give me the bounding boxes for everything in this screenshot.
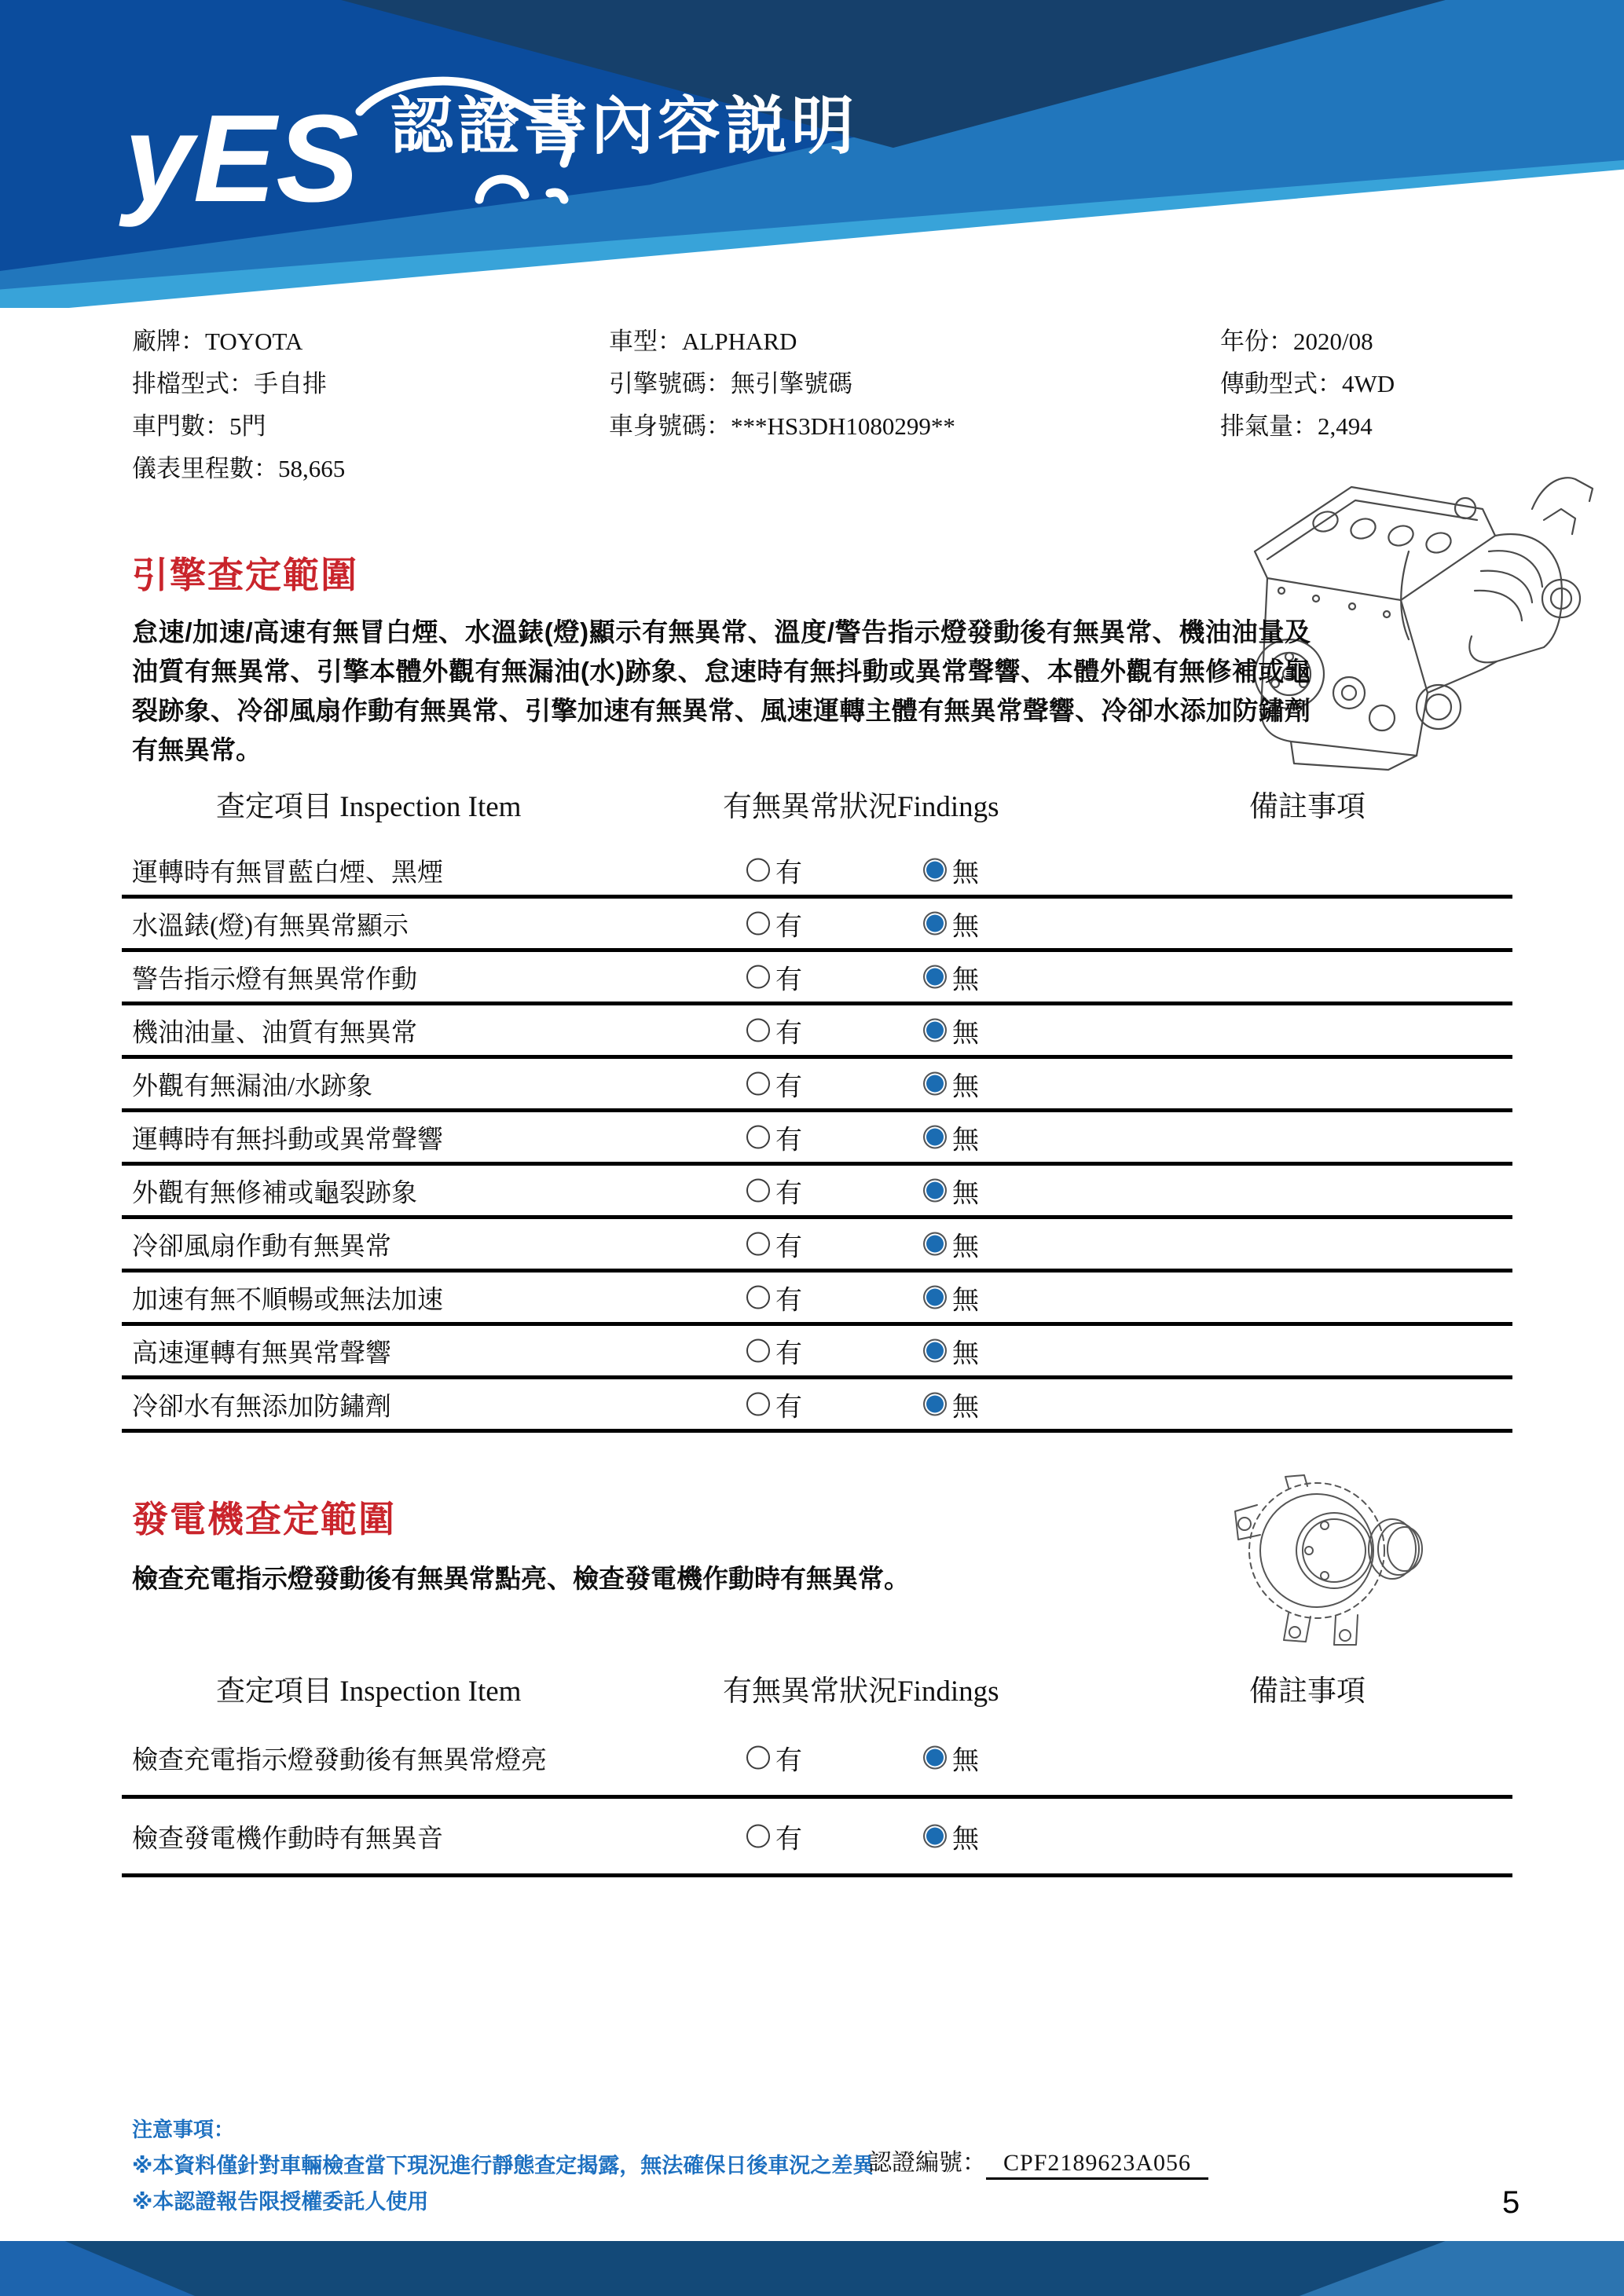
finding-no-radio[interactable] bbox=[923, 1746, 947, 1770]
finding-no-radio[interactable] bbox=[923, 859, 947, 882]
finding-yes-option[interactable] bbox=[746, 1225, 802, 1263]
finding-no-label: 無 bbox=[952, 1232, 979, 1262]
vehicle-vin: 車身號碼：***HS3DH1080299** bbox=[609, 412, 955, 440]
inspection-item-label: 運轉時有無抖動或異常聲響 bbox=[132, 1126, 443, 1154]
finding-yes-option[interactable] bbox=[746, 1118, 802, 1156]
vehicle-drivetrain: 傳動型式：4WD bbox=[1220, 370, 1395, 397]
finding-no-radio[interactable] bbox=[923, 1232, 947, 1256]
table-row bbox=[122, 1112, 1512, 1166]
finding-yes-label: 有 bbox=[775, 1746, 802, 1775]
engine-col-header-remarks: 備註事項 bbox=[1249, 791, 1366, 823]
finding-no-radio[interactable] bbox=[923, 1339, 947, 1363]
vehicle-engine-no: 引擎號碼：無引擎號碼 bbox=[609, 370, 852, 397]
finding-yes-option[interactable] bbox=[746, 904, 802, 943]
finding-yes-option[interactable] bbox=[746, 1171, 802, 1210]
vehicle-gearbox: 排檔型式：手自排 bbox=[132, 370, 327, 397]
table-row bbox=[122, 1059, 1512, 1112]
footer-stripe bbox=[0, 2241, 1624, 2296]
finding-no-label: 無 bbox=[952, 912, 979, 941]
finding-yes-radio[interactable] bbox=[746, 1126, 770, 1149]
finding-no-radio[interactable] bbox=[923, 1286, 947, 1309]
generator-inspection-table bbox=[122, 1720, 1512, 1877]
finding-no-option[interactable] bbox=[923, 1738, 979, 1777]
generator-col-header-findings: 有無異常狀況Findings bbox=[723, 1675, 999, 1708]
finding-yes-label: 有 bbox=[775, 1072, 802, 1101]
finding-yes-label: 有 bbox=[775, 912, 802, 941]
finding-no-option[interactable] bbox=[923, 1225, 979, 1263]
finding-yes-radio[interactable] bbox=[746, 859, 770, 882]
finding-no-label: 無 bbox=[952, 1339, 979, 1368]
finding-yes-label: 有 bbox=[775, 1126, 802, 1155]
finding-no-label: 無 bbox=[952, 1179, 979, 1208]
table-row bbox=[122, 1166, 1512, 1219]
finding-no-radio[interactable] bbox=[923, 1825, 947, 1848]
inspection-item-label: 冷卻水有無添加防鏽劑 bbox=[132, 1393, 391, 1421]
vehicle-info-column-3 bbox=[1220, 320, 1395, 448]
engine-inspection-table bbox=[122, 845, 1512, 1433]
note-line: ※本資料僅針對車輛檢查當下現況進行靜態查定揭露，無法確保日後車況之差異 bbox=[132, 2154, 874, 2177]
vehicle-info-column-1 bbox=[132, 320, 345, 490]
table-row bbox=[122, 1273, 1512, 1326]
table-row bbox=[122, 1005, 1512, 1059]
finding-yes-label: 有 bbox=[775, 1232, 802, 1262]
finding-no-radio[interactable] bbox=[923, 1393, 947, 1416]
finding-yes-radio[interactable] bbox=[746, 965, 770, 989]
generator-col-header-item: 查定項目 Inspection Item bbox=[216, 1675, 522, 1708]
inspection-item-label: 運轉時有無冒藍白煙、黑煙 bbox=[132, 859, 443, 887]
vehicle-doors: 車門數：5門 bbox=[132, 412, 266, 440]
generator-section-title: 發電機查定範圍 bbox=[132, 1499, 396, 1540]
finding-yes-radio[interactable] bbox=[746, 1072, 770, 1096]
finding-no-option[interactable] bbox=[923, 904, 979, 943]
finding-yes-radio[interactable] bbox=[746, 912, 770, 936]
finding-no-label: 無 bbox=[952, 1019, 979, 1048]
finding-no-label: 無 bbox=[952, 965, 979, 994]
finding-no-label: 無 bbox=[952, 1126, 979, 1155]
table-row bbox=[122, 952, 1512, 1005]
finding-no-option[interactable] bbox=[923, 1011, 979, 1049]
finding-no-option[interactable] bbox=[923, 958, 979, 996]
finding-yes-radio[interactable] bbox=[746, 1393, 770, 1416]
engine-col-header-findings: 有無異常狀況Findings bbox=[723, 791, 999, 823]
table-row bbox=[122, 1799, 1512, 1877]
finding-yes-radio[interactable] bbox=[746, 1339, 770, 1363]
finding-yes-radio[interactable] bbox=[746, 1019, 770, 1042]
table-row bbox=[122, 1326, 1512, 1379]
vehicle-displacement: 排氣量：2,494 bbox=[1220, 412, 1373, 440]
finding-yes-radio[interactable] bbox=[746, 1286, 770, 1309]
finding-yes-radio[interactable] bbox=[746, 1746, 770, 1770]
page-number: 5 bbox=[1502, 2185, 1520, 2220]
table-row bbox=[122, 845, 1512, 899]
finding-no-label: 無 bbox=[952, 1825, 979, 1854]
finding-no-label: 無 bbox=[952, 1286, 979, 1315]
vehicle-info-column-2 bbox=[609, 320, 955, 448]
finding-yes-radio[interactable] bbox=[746, 1825, 770, 1848]
finding-yes-label: 有 bbox=[775, 1019, 802, 1048]
vehicle-year: 年份：2020/08 bbox=[1220, 328, 1373, 355]
generator-section-description: 檢查充電指示燈發動後有無異常點亮、檢查發電機作動時有無異常。 bbox=[132, 1564, 910, 1593]
inspection-item-label: 檢查充電指示燈發動後有無異常燈亮 bbox=[132, 1746, 547, 1774]
finding-no-option[interactable] bbox=[923, 1385, 979, 1423]
certificate-number-line bbox=[868, 2143, 1208, 2177]
finding-no-radio[interactable] bbox=[923, 1179, 947, 1203]
inspection-item-label: 檢查發電機作動時有無異音 bbox=[132, 1825, 443, 1853]
page-title: 認證書內容説明 bbox=[390, 91, 858, 161]
inspection-item-label: 機油油量、油質有無異常 bbox=[132, 1019, 417, 1047]
engine-section-description: 怠速/加速/高速有無冒白煙、水溫錶(燈)顯示有無異常、溫度/警告指示燈發動後有無異常、機油油量及油質有無異常、引擎本體外觀有無漏油(水)跡象、怠速時有無抖動或異常聲響、本體外觀有無修補或龜裂跡象、冷卻風扇作動有無異常、引擎加速有無異常、風速運轉主體有無異常聲響、冷卻水添加防鏽劑有無異常。 bbox=[132, 617, 1311, 764]
finding-no-label: 無 bbox=[952, 1393, 979, 1422]
table-row bbox=[122, 899, 1512, 952]
inspection-item-label: 警告指示燈有無異常作動 bbox=[132, 965, 417, 994]
certificate-number-value: CPF2189623A056 bbox=[986, 2150, 1208, 2180]
inspection-item-label: 高速運轉有無異常聲響 bbox=[132, 1339, 391, 1368]
finding-yes-label: 有 bbox=[775, 1339, 802, 1368]
finding-no-radio[interactable] bbox=[923, 1072, 947, 1096]
note-line: ※本認證報告限授權委託人使用 bbox=[132, 2190, 429, 2214]
yes-logo-text: yES bbox=[124, 90, 359, 228]
finding-yes-option[interactable] bbox=[746, 1278, 802, 1316]
finding-yes-radio[interactable] bbox=[746, 1232, 770, 1256]
finding-no-radio[interactable] bbox=[923, 912, 947, 936]
inspection-item-label: 外觀有無漏油/水跡象 bbox=[132, 1072, 373, 1100]
finding-yes-label: 有 bbox=[775, 1393, 802, 1422]
finding-no-option[interactable] bbox=[923, 1064, 979, 1103]
generator-col-header-remarks: 備註事項 bbox=[1249, 1675, 1366, 1708]
finding-yes-option[interactable] bbox=[746, 851, 802, 889]
finding-yes-option[interactable] bbox=[746, 1817, 802, 1855]
finding-no-radio[interactable] bbox=[923, 1019, 947, 1042]
finding-yes-label: 有 bbox=[775, 1825, 802, 1854]
finding-yes-label: 有 bbox=[775, 859, 802, 888]
finding-no-label: 無 bbox=[952, 1072, 979, 1101]
table-row bbox=[122, 1720, 1512, 1799]
engine-col-header-item: 查定項目 Inspection Item bbox=[216, 791, 522, 823]
engine-section-title: 引擎查定範圍 bbox=[132, 555, 358, 595]
inspection-item-label: 外觀有無修補或龜裂跡象 bbox=[132, 1179, 417, 1207]
table-row bbox=[122, 1379, 1512, 1433]
finding-yes-radio[interactable] bbox=[746, 1179, 770, 1203]
finding-no-label: 無 bbox=[952, 859, 979, 888]
footer-notes bbox=[132, 2111, 874, 2220]
vehicle-mileage: 儀表里程數：58,665 bbox=[132, 455, 346, 482]
vehicle-brand: 廠牌：TOYOTA bbox=[132, 328, 303, 355]
vehicle-model: 車型：ALPHARD bbox=[609, 328, 797, 355]
finding-no-label: 無 bbox=[952, 1746, 979, 1775]
finding-yes-label: 有 bbox=[775, 965, 802, 994]
finding-yes-option[interactable] bbox=[746, 1011, 802, 1049]
finding-no-option[interactable] bbox=[923, 1171, 979, 1210]
finding-no-option[interactable] bbox=[923, 1118, 979, 1156]
inspection-item-label: 冷卻風扇作動有無異常 bbox=[132, 1232, 391, 1261]
finding-no-option[interactable] bbox=[923, 1817, 979, 1855]
certificate-number-label: 認證編號： bbox=[868, 2150, 986, 2176]
finding-yes-label: 有 bbox=[775, 1286, 802, 1315]
finding-yes-option[interactable] bbox=[746, 1331, 802, 1370]
header-banner bbox=[0, 0, 1624, 308]
inspection-item-label: 水溫錶(燈)有無異常顯示 bbox=[132, 912, 409, 940]
notes-title: 注意事項： bbox=[132, 2118, 235, 2141]
inspection-item-label: 加速有無不順暢或無法加速 bbox=[132, 1286, 443, 1314]
finding-yes-option[interactable] bbox=[746, 1064, 802, 1103]
finding-no-option[interactable] bbox=[923, 1331, 979, 1370]
finding-no-option[interactable] bbox=[923, 1278, 979, 1316]
finding-yes-option[interactable] bbox=[746, 958, 802, 996]
finding-no-radio[interactable] bbox=[923, 1126, 947, 1149]
finding-yes-option[interactable] bbox=[746, 1738, 802, 1777]
finding-no-option[interactable] bbox=[923, 851, 979, 889]
finding-yes-option[interactable] bbox=[746, 1385, 802, 1423]
table-row bbox=[122, 1219, 1512, 1273]
finding-yes-label: 有 bbox=[775, 1179, 802, 1208]
finding-no-radio[interactable] bbox=[923, 965, 947, 989]
